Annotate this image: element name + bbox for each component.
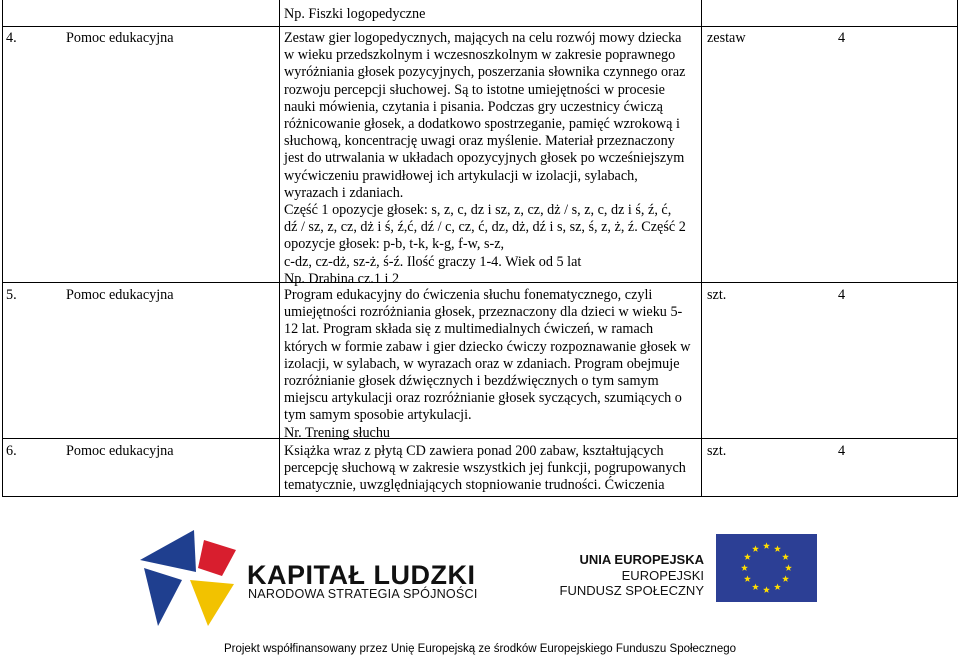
- description-line: nauki mówienia, czytania i pisania. Podczas gry uczestnicy ćwiczą: [284, 98, 663, 115]
- row-number: 6.: [6, 443, 17, 459]
- table-row-divider: [2, 26, 958, 27]
- table-border-right: [957, 0, 958, 497]
- description-line: Np. Drabina cz.1 i 2: [284, 270, 400, 287]
- table-border-bottom: [2, 496, 958, 497]
- description-line: c-dz, cz-dż, sz-ż, ś-ź. Ilość graczy 1-4. Wiek od 5 lat: [284, 253, 582, 270]
- description-line: opozycje głosek: p-b, t-k, k-g, f-w, s-z,: [284, 236, 505, 253]
- item-quantity: 4: [838, 30, 846, 46]
- row-number: 4.: [6, 30, 17, 46]
- item-quantity: 4: [838, 443, 846, 459]
- funding-footer: Projekt współfinansowany przez Unię Europejską ze środków Europejskiego Funduszu Społecznego: [223, 643, 737, 655]
- kapital-ludzki-subtitle: NARODOWA STRATEGIA SPÓJNOŚCI: [248, 587, 478, 601]
- item-unit: zestaw: [707, 30, 746, 46]
- eu-logo-line3: FUNDUSZ SPOŁECZNY: [559, 583, 704, 598]
- description-line: miejscu artykulacji oraz rozróżnianie głosek syczących, szumiących o: [284, 390, 682, 407]
- eu-logo-line2: EUROPEJSKI: [621, 568, 704, 583]
- description-line: różnicowanie głosek, a dodatkowo spostrzeganie, pamięć wzrokową i: [284, 116, 680, 133]
- item-unit: szt.: [707, 443, 727, 459]
- row-number: 5.: [6, 287, 17, 303]
- item-description: [284, 30, 704, 288]
- description-line: wyćwiczeniu prawidłowej ich artykulacji w izolacji, sylabach,: [284, 167, 638, 184]
- description-line: Część 1 opozycje głosek: s, z, c, dz i sz, z, cz, dż / s, z, c, dz i ś, ź, ć,: [284, 202, 672, 219]
- description-line: dź / sz, z, cz, dż i ś, ź,ć, dź / c, cz, ć, dz, dż, dź i s, sz, ś, z, ż, ź. Część 2: [284, 219, 686, 236]
- description-line: 12 lat. Program składa się z multimedialnych ćwiczeń, w ramach: [284, 321, 654, 338]
- description-line: w wieku przedszkolnym i wczesnoszkolnym w zakresie poprawnego: [284, 47, 676, 64]
- kapital-ludzki-title: KAPITAŁ LUDZKI: [247, 560, 476, 590]
- description-line: Książka wraz z płytą CD zawiera ponad 200 zabaw, kształtujących: [284, 443, 664, 459]
- description-line: tym samym sposobie artykulacji.: [284, 407, 472, 424]
- description-line: Nr. Trening słuchu: [284, 424, 391, 441]
- description-line: słuchową, koncentrację uwagi oraz myślenie. Materiał przeznaczony: [284, 133, 675, 150]
- description-line: Zestaw gier logopedycznych, mających na celu rozwój mowy dziecka: [284, 30, 682, 46]
- eu-flag-icon: [716, 534, 817, 602]
- item-quantity: 4: [838, 287, 846, 303]
- description-line: rozróżnianie głosek dźwięcznych i bezdźwięcznych o tym samym: [284, 373, 659, 390]
- description-line: percepcję słuchową w zakresie wszystkich jej funkcji, pogrupowanych: [284, 460, 686, 477]
- description-line: jest do utrwalania w układach opozycyjnych głosek po wcześniejszym: [284, 150, 685, 167]
- description-line: umiejętności rozróżniania głosek, przeznaczony dla dzieci w wieku 5-: [284, 304, 683, 321]
- item-name: Pomoc edukacyjna: [66, 443, 174, 459]
- item-description: [284, 443, 704, 495]
- table-divider: [279, 0, 280, 497]
- description-line: rozwoju percepcji słuchowej. Są to istotne umiejętności w procesie: [284, 81, 665, 98]
- header-note: Np. Fiszki logopedyczne: [284, 6, 426, 22]
- description-line: Program edukacyjny do ćwiczenia słuchu fonematycznego, czyli: [284, 287, 653, 303]
- item-name: Pomoc edukacyjna: [66, 30, 174, 46]
- description-line: wyróżniania głosek pozycyjnych, poszerzania słownika czynnego oraz: [284, 64, 686, 81]
- description-line: tematycznie, uwzględniających stopniowanie trudności. Ćwiczenia: [284, 477, 665, 494]
- description-line: których w formie zabaw i gier dziecko ćwiczy rozpoznawanie głosek w: [284, 338, 691, 355]
- description-line: wyrazach i zdaniach.: [284, 184, 404, 201]
- table-border-left: [2, 0, 3, 497]
- item-unit: szt.: [707, 287, 727, 303]
- item-name: Pomoc edukacyjna: [66, 287, 174, 303]
- eu-logo-line1: UNIA EUROPEJSKA: [579, 552, 704, 567]
- description-line: izolacji, w sylabach, w wyrazach oraz w zdaniach. Program obejmuje: [284, 355, 680, 372]
- item-description: [284, 287, 704, 442]
